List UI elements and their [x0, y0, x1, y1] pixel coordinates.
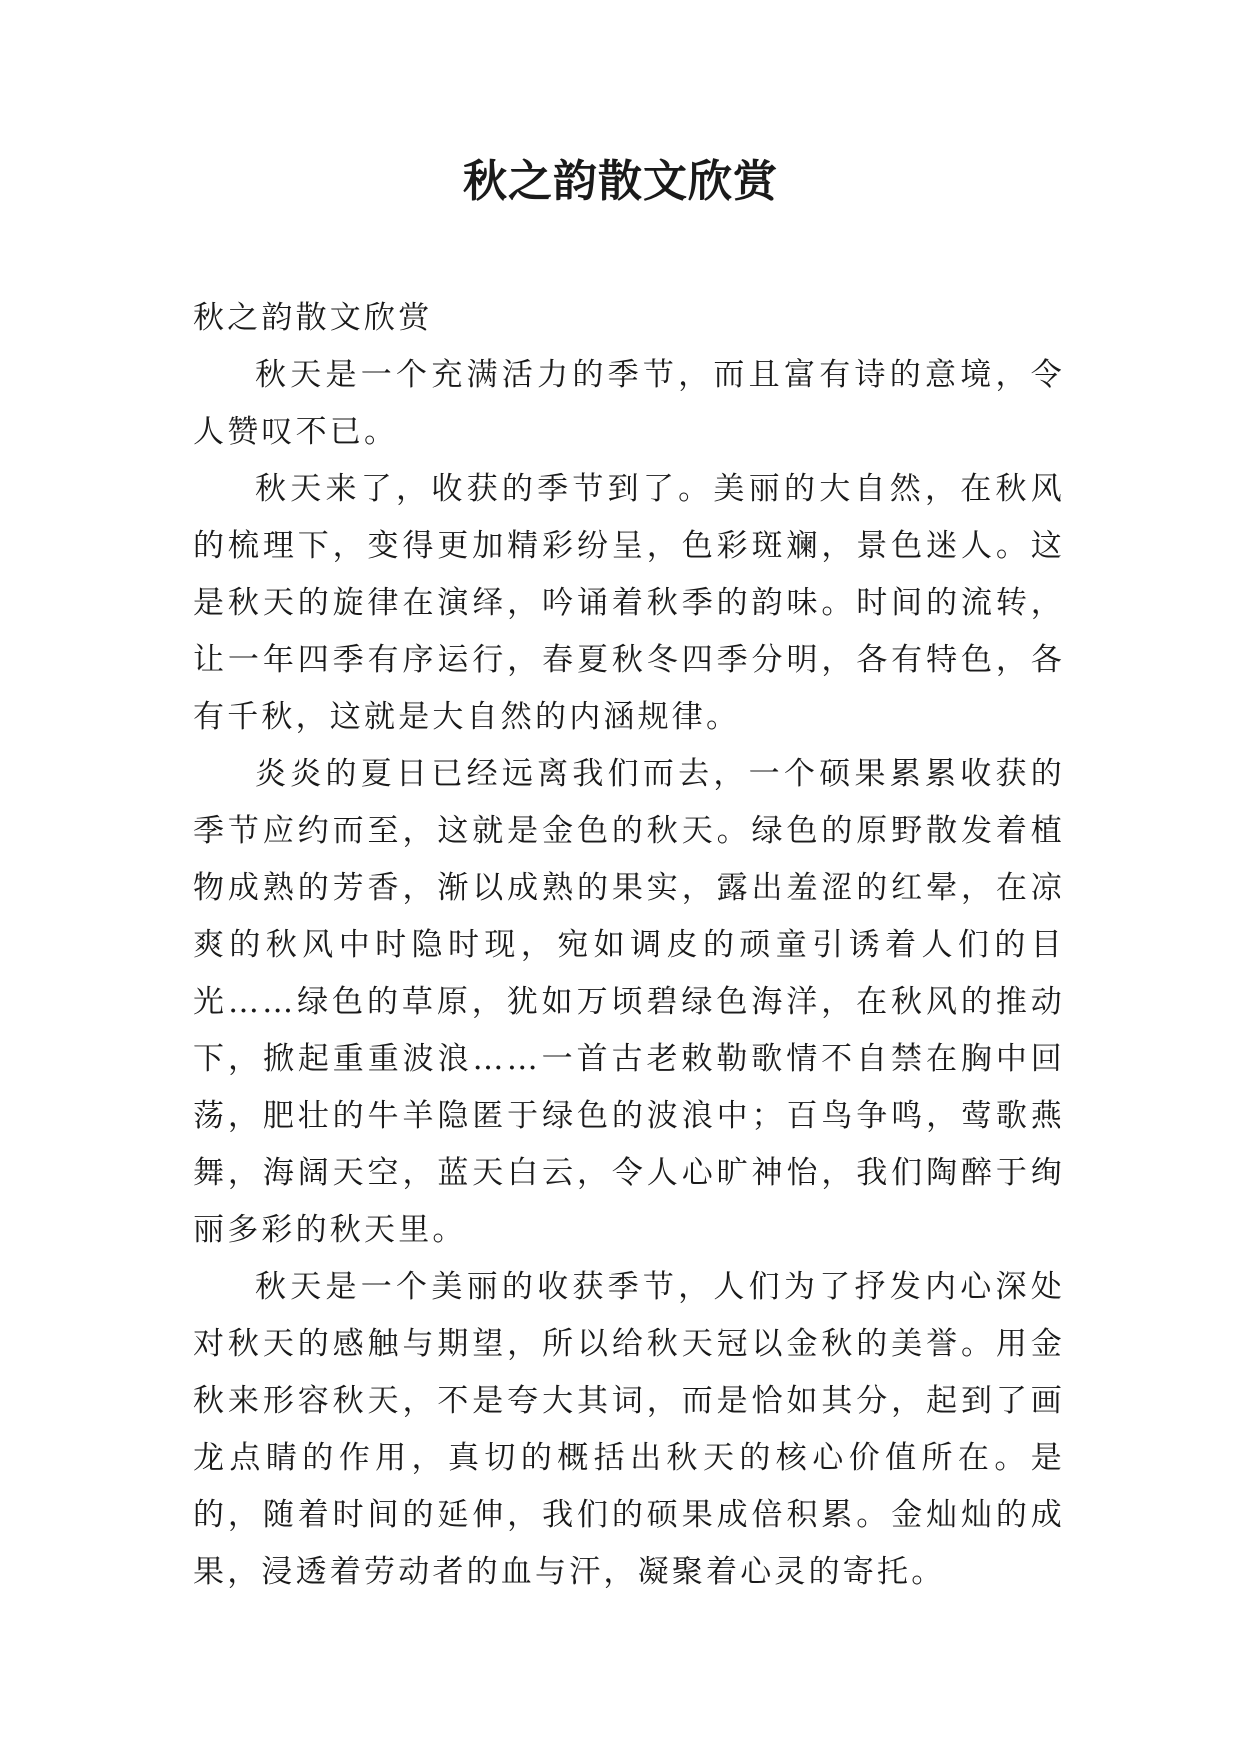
- document-body: [193, 290, 1065, 1601]
- paragraph: 秋天来了，收获的季节到了。美丽的大自然，在秋风的梳理下，变得更加精彩纷呈，色彩斑斓，景色迷人。这是秋天的旋律在演绎，吟诵着秋季的韵味。时间的流转，让一年四季有序运行，春夏秋冬四季分明，各有特色，各有千秋，这就是大自然的内涵规律。: [193, 471, 1065, 735]
- paragraph: 秋天是一个美丽的收获季节，人们为了抒发内心深处对秋天的感触与期望，所以给秋天冠以金秋的美誉。用金秋来形容秋天，不是夸大其词，而是恰如其分，起到了画龙点睛的作用，真切的概括出秋天的核心价值所在。是的，随着时间的延伸，我们的硕果成倍积累。金灿灿的成果，浸透着劳动者的血与汗，凝聚着心灵的寄托。: [193, 1269, 1065, 1590]
- paragraph: 炎炎的夏日已经远离我们而去，一个硕果累累收获的季节应约而至，这就是金色的秋天。绿色的原野散发着植物成熟的芳香，渐以成熟的果实，露出羞涩的红晕，在凉爽的秋风中时隐时现，宛如调皮的顽童引诱着人们的目光……绿色的草原，犹如万顷碧绿色海洋，在秋风的推动下，掀起重重波浪……一首古老敕勒歌情不自禁在胸中回荡，肥壮的牛羊隐匿于绿色的波浪中；百鸟争鸣，莺歌燕舞，海阔天空，蓝天白云，令人心旷神怡，我们陶醉于绚丽多彩的秋天里。: [193, 756, 1065, 1248]
- document-title: 秋之韵散文欣赏: [463, 156, 778, 207]
- document-subtitle: 秋之韵散文欣赏: [193, 300, 433, 336]
- paragraph: 秋天是一个充满活力的季节，而且富有诗的意境，令人赞叹不已。: [193, 357, 1065, 450]
